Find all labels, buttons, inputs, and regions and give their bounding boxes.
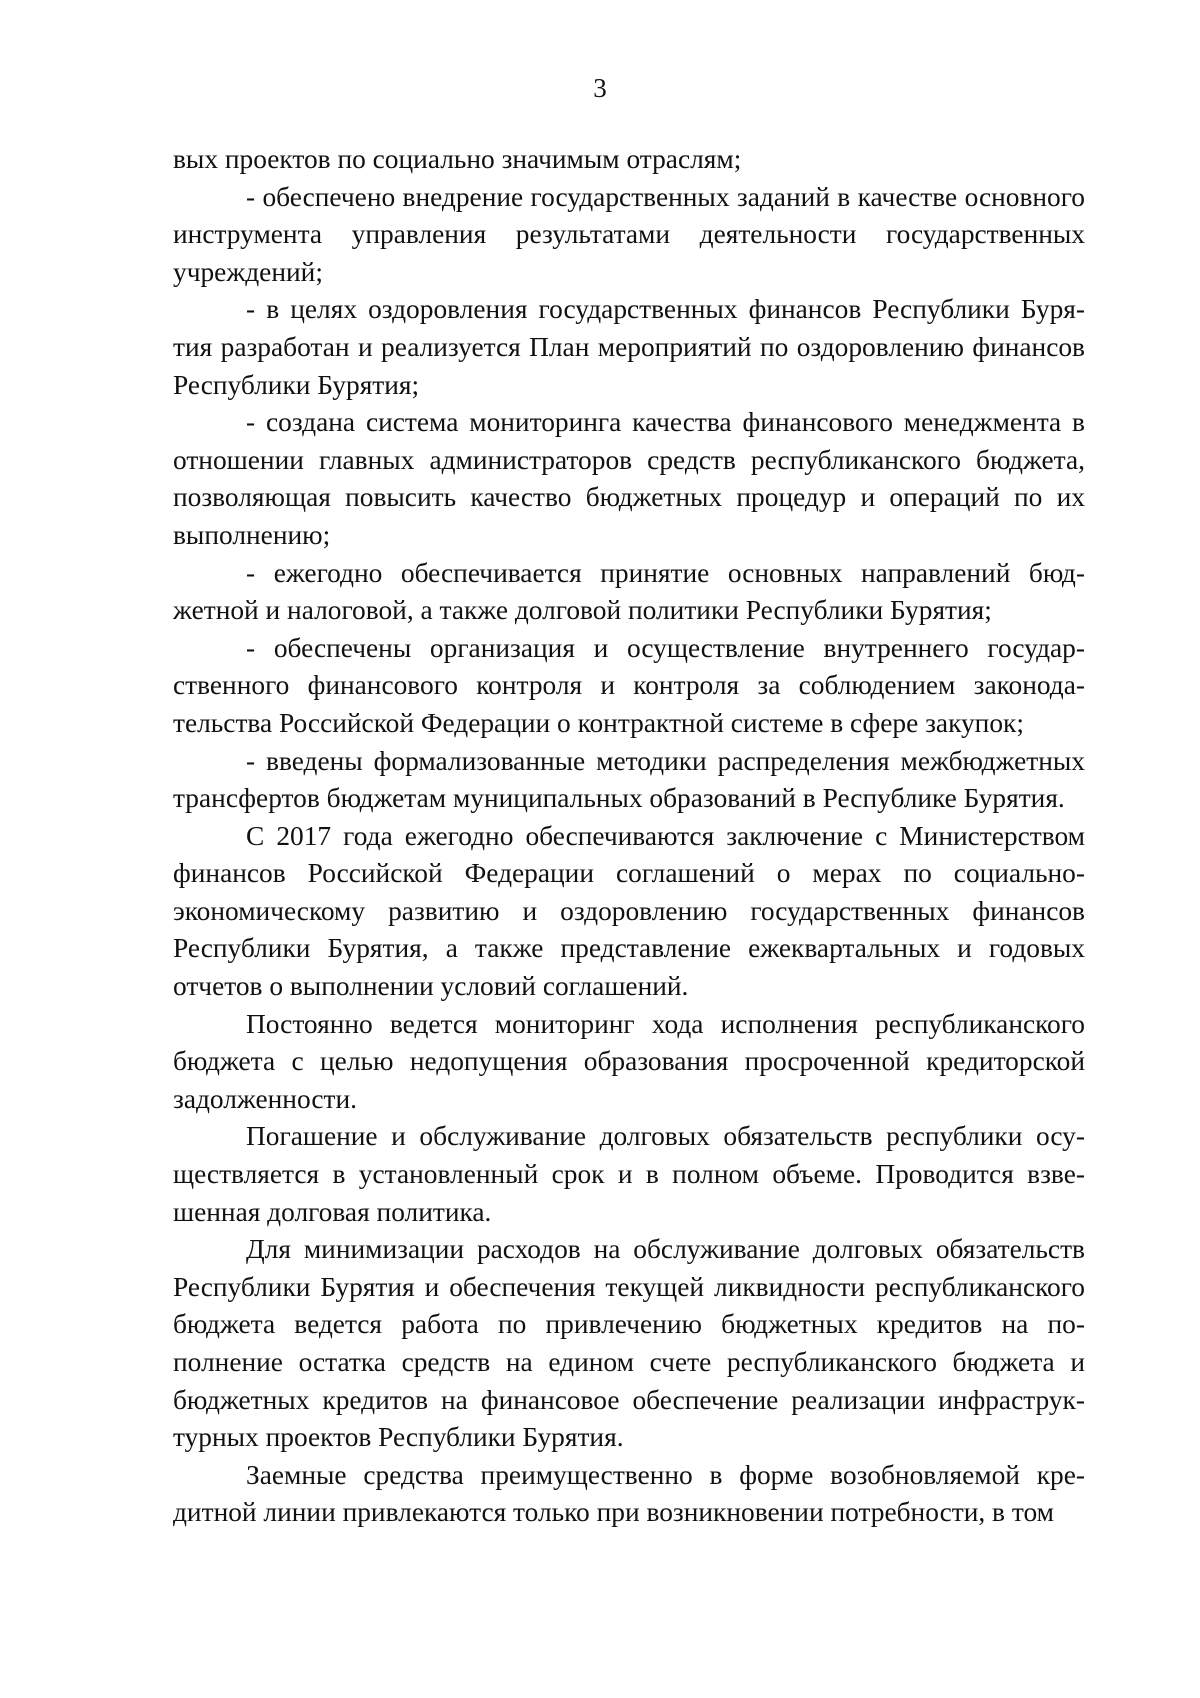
paragraph-continuation: вых проектов по социально значимым отраслям; [173, 144, 742, 174]
paragraph-financial-control: - обеспечены организация и осуществление внутреннего государственного финансового контроля и контроля за соблюдением законодательства Российской Федерации о контрактной системе в сфере закупок; [173, 632, 1085, 738]
paragraph-budget-policy: - ежегодно обеспечивается принятие основных направлений бюджетной и налоговой, а также долговой политики Республики Бурятия; [173, 557, 1085, 626]
paragraph-transfer-methods: - введены формализованные методики распределения межбюджетных трансфертов бюджетам муниципальных образований в Республике Бурятия. [173, 745, 1085, 814]
paragraph-state-assignments: - обеспечено внедрение государственных заданий в качестве основного инструмента управления результатами деятельности государственных учреждений; [173, 181, 1085, 287]
paragraph-budget-credits: Для минимизации расходов на обслуживание долговых обязательств Республики Бурятия и обеспечения текущей ликвидности республиканского бюджета ведется работа по привлечению бюджетных кредитов на пополнение остатка средств на едином счете республиканского бюджета и бюджетных кредитов на финансовое обеспечение реализации инфраструктурных проектов Республики Бурятия. [173, 1234, 1085, 1453]
paragraph-agreements-2017: С 2017 года ежегодно обеспечиваются заключение с Министерством финансов Российской Федерации соглашений о мерах по социально-экономическому развитию и оздоровлению государственных финансов Республики Бурятия, а также представление ежеквартальных и годовых отчетов о выполнении условий соглашений. [173, 820, 1085, 1002]
document-body [173, 141, 1085, 1532]
paragraph-recovery-plan: - в целях оздоровления государственных финансов Республики Бурятия разработан и реализуется План мероприятий по оздоровлению финансов Республики Бурятия; [173, 294, 1085, 400]
paragraph-borrowed-funds: Заемные средства преимущественно в форме возобновляемой кредитной линии привлекаются только при возникновении потребности, в том [173, 1459, 1085, 1528]
page-number: 3 [593, 73, 607, 103]
paragraph-debt-service: Погашение и обслуживание долговых обязательств республики осуществляется в установленный срок и в полном объеме. Проводится взвешенная долговая политика. [173, 1121, 1085, 1227]
paragraph-monitoring-system: - создана система мониторинга качества финансового менеджмента в отношении главных администраторов средств республиканского бюджета, позволяющая повысить качество бюджетных процедур и операций по их выполнению; [173, 407, 1085, 550]
paragraph-budget-monitoring: Постоянно ведется мониторинг хода исполнения республиканского бюджета с целью недопущения образования просроченной кредиторской задолженности. [173, 1008, 1085, 1114]
